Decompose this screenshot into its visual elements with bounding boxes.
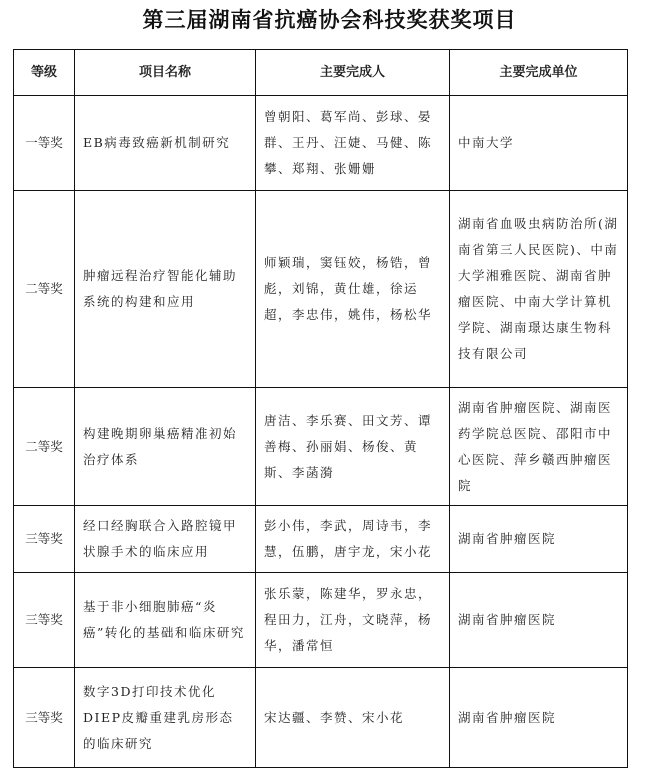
header-people: 主要完成人 <box>256 50 450 96</box>
project-name: 基于非小细胞肺癌“炎癌”转化的基础和临床研究 <box>75 573 256 668</box>
table-row <box>14 96 628 191</box>
main-contributors: 张乐蒙，陈建华，罗永忠，程田力，江舟，文晓萍，杨华，潘常恒 <box>256 573 450 668</box>
main-unit: 湖南省肿瘤医院、湖南医药学院总医院、邵阳市中心医院、萍乡赣西肿瘤医院 <box>450 388 628 506</box>
main-unit: 湖南省肿瘤医院 <box>450 668 628 768</box>
main-unit: 中南大学 <box>450 96 628 191</box>
table-row <box>14 573 628 668</box>
header-project: 项目名称 <box>75 50 256 96</box>
award-level: 三等奖 <box>14 668 75 768</box>
table-header-row <box>14 50 628 96</box>
project-name: 数字3D打印技术优化DIEP皮瓣重建乳房形态的临床研究 <box>75 668 256 768</box>
award-level: 二等奖 <box>14 191 75 388</box>
main-unit: 湖南省肿瘤医院 <box>450 506 628 573</box>
header-level: 等级 <box>14 50 75 96</box>
table-row <box>14 191 628 388</box>
award-table <box>13 49 628 768</box>
page-title: 第三届湖南省抗癌协会科技奖获奖项目 <box>142 7 517 32</box>
award-level: 三等奖 <box>14 506 75 573</box>
main-contributors: 曾朝阳、葛军尚、彭球、晏群、王丹、汪婕、马健、陈攀、郑翔、张姗姗 <box>256 96 450 191</box>
main-contributors: 宋达疆、李赞、宋小花 <box>256 668 450 768</box>
project-name: 构建晚期卵巢癌精准初始治疗体系 <box>75 388 256 506</box>
award-level: 三等奖 <box>14 573 75 668</box>
table-row <box>14 388 628 506</box>
main-contributors: 彭小伟，李武，周诗韦，李慧，伍鹏，唐宇龙，宋小花 <box>256 506 450 573</box>
project-name: 肿瘤远程治疗智能化辅助系统的构建和应用 <box>75 191 256 388</box>
award-level: 一等奖 <box>14 96 75 191</box>
main-contributors: 唐洁、李乐赛、田文芳、谭善梅、孙丽娟、杨俊、黄斯、李菡漪 <box>256 388 450 506</box>
project-name: 经口经胸联合入路腔镜甲状腺手术的临床应用 <box>75 506 256 573</box>
award-level: 二等奖 <box>14 388 75 506</box>
table-row <box>14 668 628 768</box>
header-unit: 主要完成单位 <box>450 50 628 96</box>
main-unit: 湖南省肿瘤医院 <box>450 573 628 668</box>
main-contributors: 师颖瑞，窦钰姣，杨锆，曾彪，刘锦，黄仕雄，徐运超，李忠伟，姚伟，杨松华 <box>256 191 450 388</box>
project-name: EB病毒致癌新机制研究 <box>75 96 256 191</box>
table-row <box>14 506 628 573</box>
main-unit: 湖南省血吸虫病防治所(湖南省第三人民医院)、中南大学湘雅医院、湖南省肿瘤医院、中南大学计算机学院、湖南璟达康生物科技有限公司 <box>450 191 628 388</box>
